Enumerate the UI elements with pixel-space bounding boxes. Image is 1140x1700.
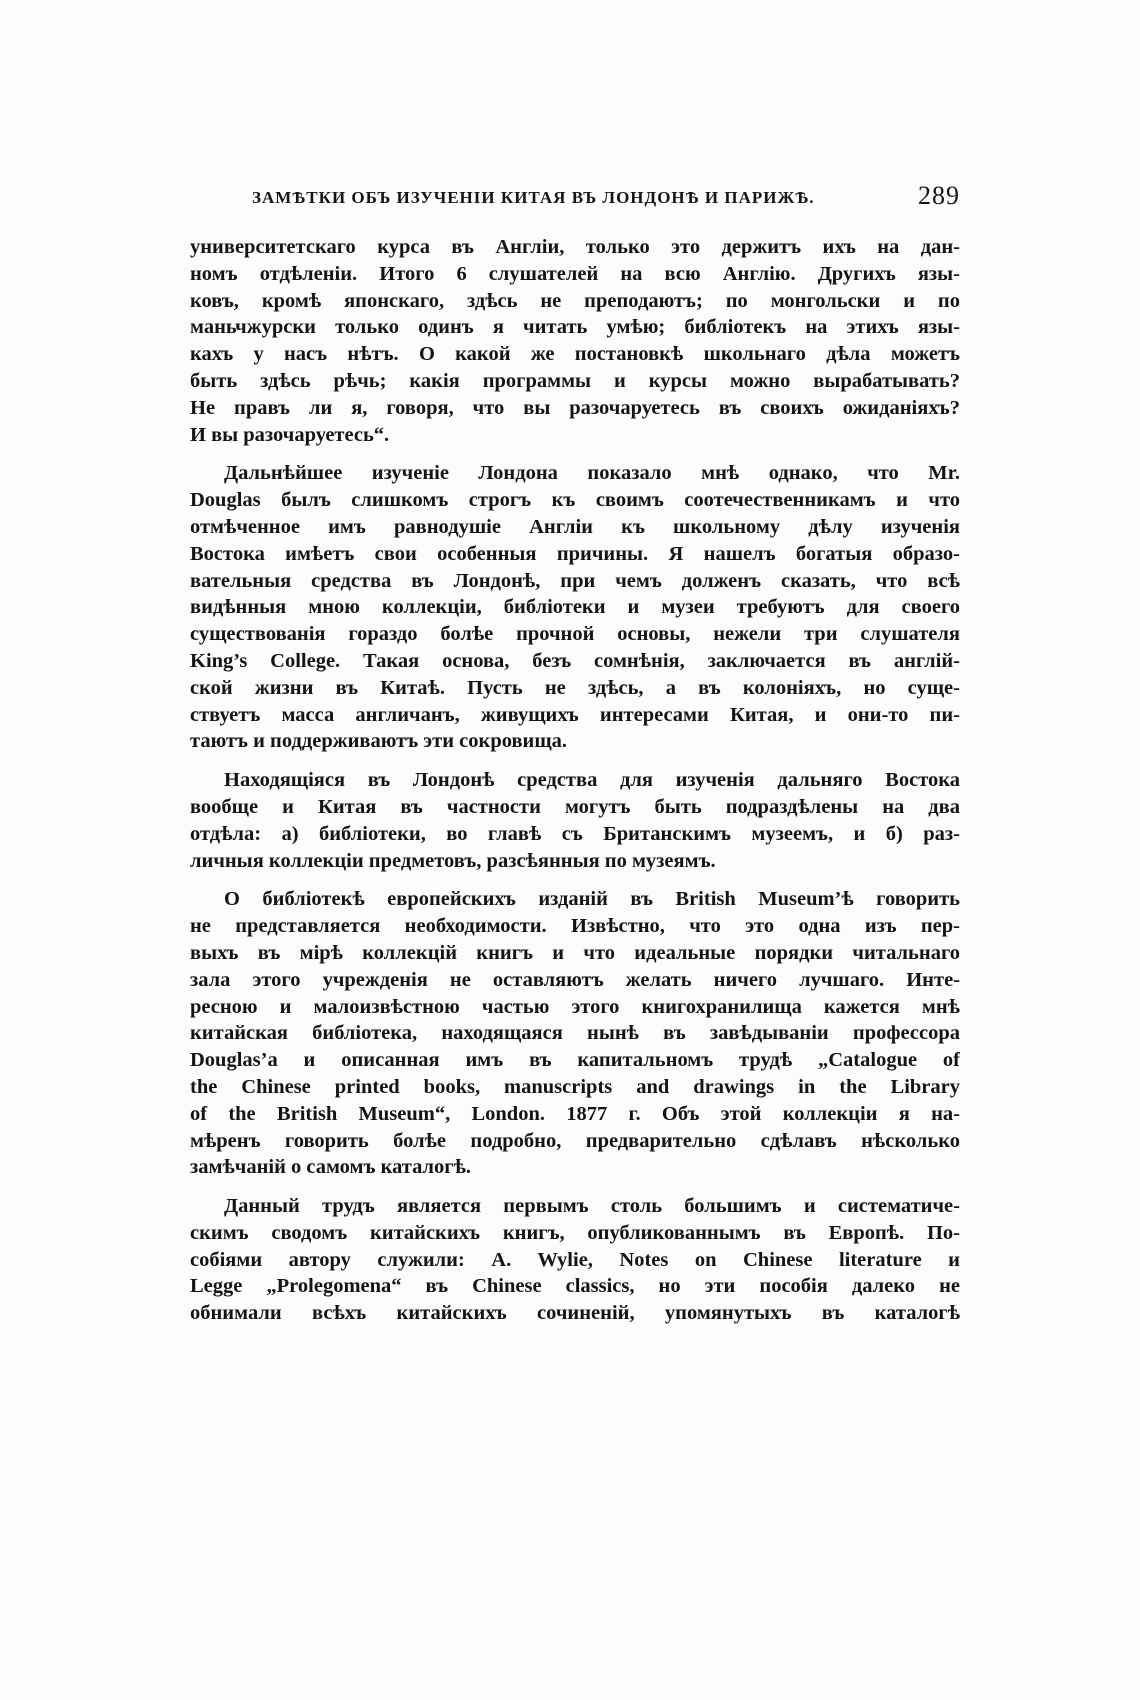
text-line: собіями автору служили: A. Wylie, Notes on Chinese literature и: [190, 1248, 960, 1271]
text-line: вательныя средства въ Лондонѣ, при чемъ долженъ сказать, что всѣ: [190, 569, 960, 592]
text-line: существованія гораздо болѣе прочной основы, нежели три слушателя: [190, 623, 960, 646]
text-line: замѣчаній о самомъ каталогѣ.: [190, 1156, 472, 1179]
text-line: отдѣла: а) библіотеки, во главѣ съ Британскимъ музеемъ, и б) раз-: [190, 822, 960, 845]
paragraph: [190, 886, 960, 1181]
text-line: Данный трудъ является первымъ столь большимъ и систематиче-: [224, 1195, 960, 1218]
paragraph: [190, 234, 960, 448]
body-text: [190, 234, 960, 1327]
text-line: ресною и малоизвѣстною частью этого книгохранилища кажется мнѣ: [190, 995, 960, 1018]
text-line: ковъ, кромѣ японскаго, здѣсь не преподаютъ; по монгольски и по: [190, 289, 960, 312]
text-line: видѣнныя мною коллекціи, библіотеки и музеи требуютъ для своего: [190, 596, 960, 619]
text-line: университетскаго курса въ Англіи, только это держитъ ихъ на дан-: [190, 236, 960, 258]
text-line: зала этого учрежденія не оставляютъ желать ничего лучшаго. Инте-: [190, 968, 960, 991]
text-line: Находящіяся въ Лондонѣ средства для изученія дальняго Востока: [224, 769, 960, 792]
text-line: King’s College. Такая основа, безъ сомнѣнія, заключается въ англій-: [190, 649, 960, 672]
paragraph: [190, 767, 960, 874]
text-line: не представляется необходимости. Извѣстно, что это одна изъ пер-: [190, 915, 960, 938]
text-line: вообще и Китая въ частности могутъ быть подраздѣлены на два: [190, 795, 960, 818]
text-line: скимъ сводомъ китайскихъ книгъ, опубликованнымъ въ Европѣ. По-: [190, 1221, 960, 1244]
text-line: Не правъ ли я, говоря, что вы разочаруетесь въ своихъ ожиданіяхъ?: [190, 396, 960, 419]
text-line: кахъ у насъ нѣтъ. О какой же постановкѣ школьнаго дѣла можетъ: [190, 343, 960, 366]
text-line: ской жизни въ Китаѣ. Пусть не здѣсь, а въ колоніяхъ, но суще-: [190, 676, 960, 699]
text-line: быть здѣсь рѣчь; какія программы и курсы можно вырабатывать?: [190, 369, 960, 392]
text-line: the Chinese printed books, manuscripts and drawings in the Library: [190, 1075, 960, 1098]
text-line: отмѣченное имъ равнодушіе Англіи къ школьному дѣлу изученія: [190, 515, 960, 538]
text-line: Дальнѣйшее изученіе Лондона показало мнѣ однако, что Mr.: [224, 462, 960, 485]
text-line: of the British Museum“, London. 1877 г. Объ этой коллекціи я на-: [190, 1102, 960, 1125]
text-line: Востока имѣетъ свои особенныя причины. Я нашелъ богатыя образо-: [190, 542, 960, 565]
text-line: О библіотекѣ европейскихъ изданій въ British Museum’ѣ говорить: [224, 888, 960, 911]
paragraph: [190, 460, 960, 755]
text-line: мѣренъ говорить болѣе подробно, предварительно сдѣлавъ нѣсколько: [190, 1129, 960, 1152]
text-line: И вы разочаруетесь“.: [190, 423, 390, 446]
page-number: 289: [918, 181, 960, 210]
text-line: таютъ и поддерживаютъ эти сокровища.: [190, 730, 568, 753]
page-header: [190, 180, 960, 214]
text-line: выхъ въ мірѣ коллекцій книгъ и что идеальные порядки читальнаго: [190, 941, 960, 964]
text-line: Legge „Prolegomena“ въ Chinese classics, но эти пособія далеко не: [190, 1275, 960, 1298]
text-line: ствуетъ масса англичанъ, живущихъ интересами Китая, и они-то пи-: [190, 703, 960, 726]
text-line: личныя коллекціи предметовъ, разсѣянныя по музеямъ.: [190, 849, 716, 872]
text-line: Douglas былъ слишкомъ строгъ къ своимъ соотечественникамъ и что: [190, 489, 960, 512]
text-line: обнимали всѣхъ китайскихъ сочиненій, упомянутыхъ въ каталогѣ: [190, 1302, 960, 1325]
text-line: номъ отдѣленіи. Итого 6 слушателей на всю Англію. Другихъ язы-: [190, 262, 960, 285]
paragraph: [190, 1193, 960, 1327]
text-line: китайская библіотека, находящаяся нынѣ въ завѣдываніи профессора: [190, 1022, 960, 1045]
text-line: маньчжурски только одинъ я читать умѣю; библіотекъ на этихъ язы-: [190, 316, 960, 339]
running-head: ЗАМѢТКИ ОБЪ ИЗУЧЕНІИ КИТАЯ ВЪ ЛОНДОНѢ И ПАРИЖѢ.: [252, 188, 815, 207]
text-line: Douglas’а и описанная имъ въ капитальномъ трудѣ „Catalogue of: [190, 1049, 960, 1072]
